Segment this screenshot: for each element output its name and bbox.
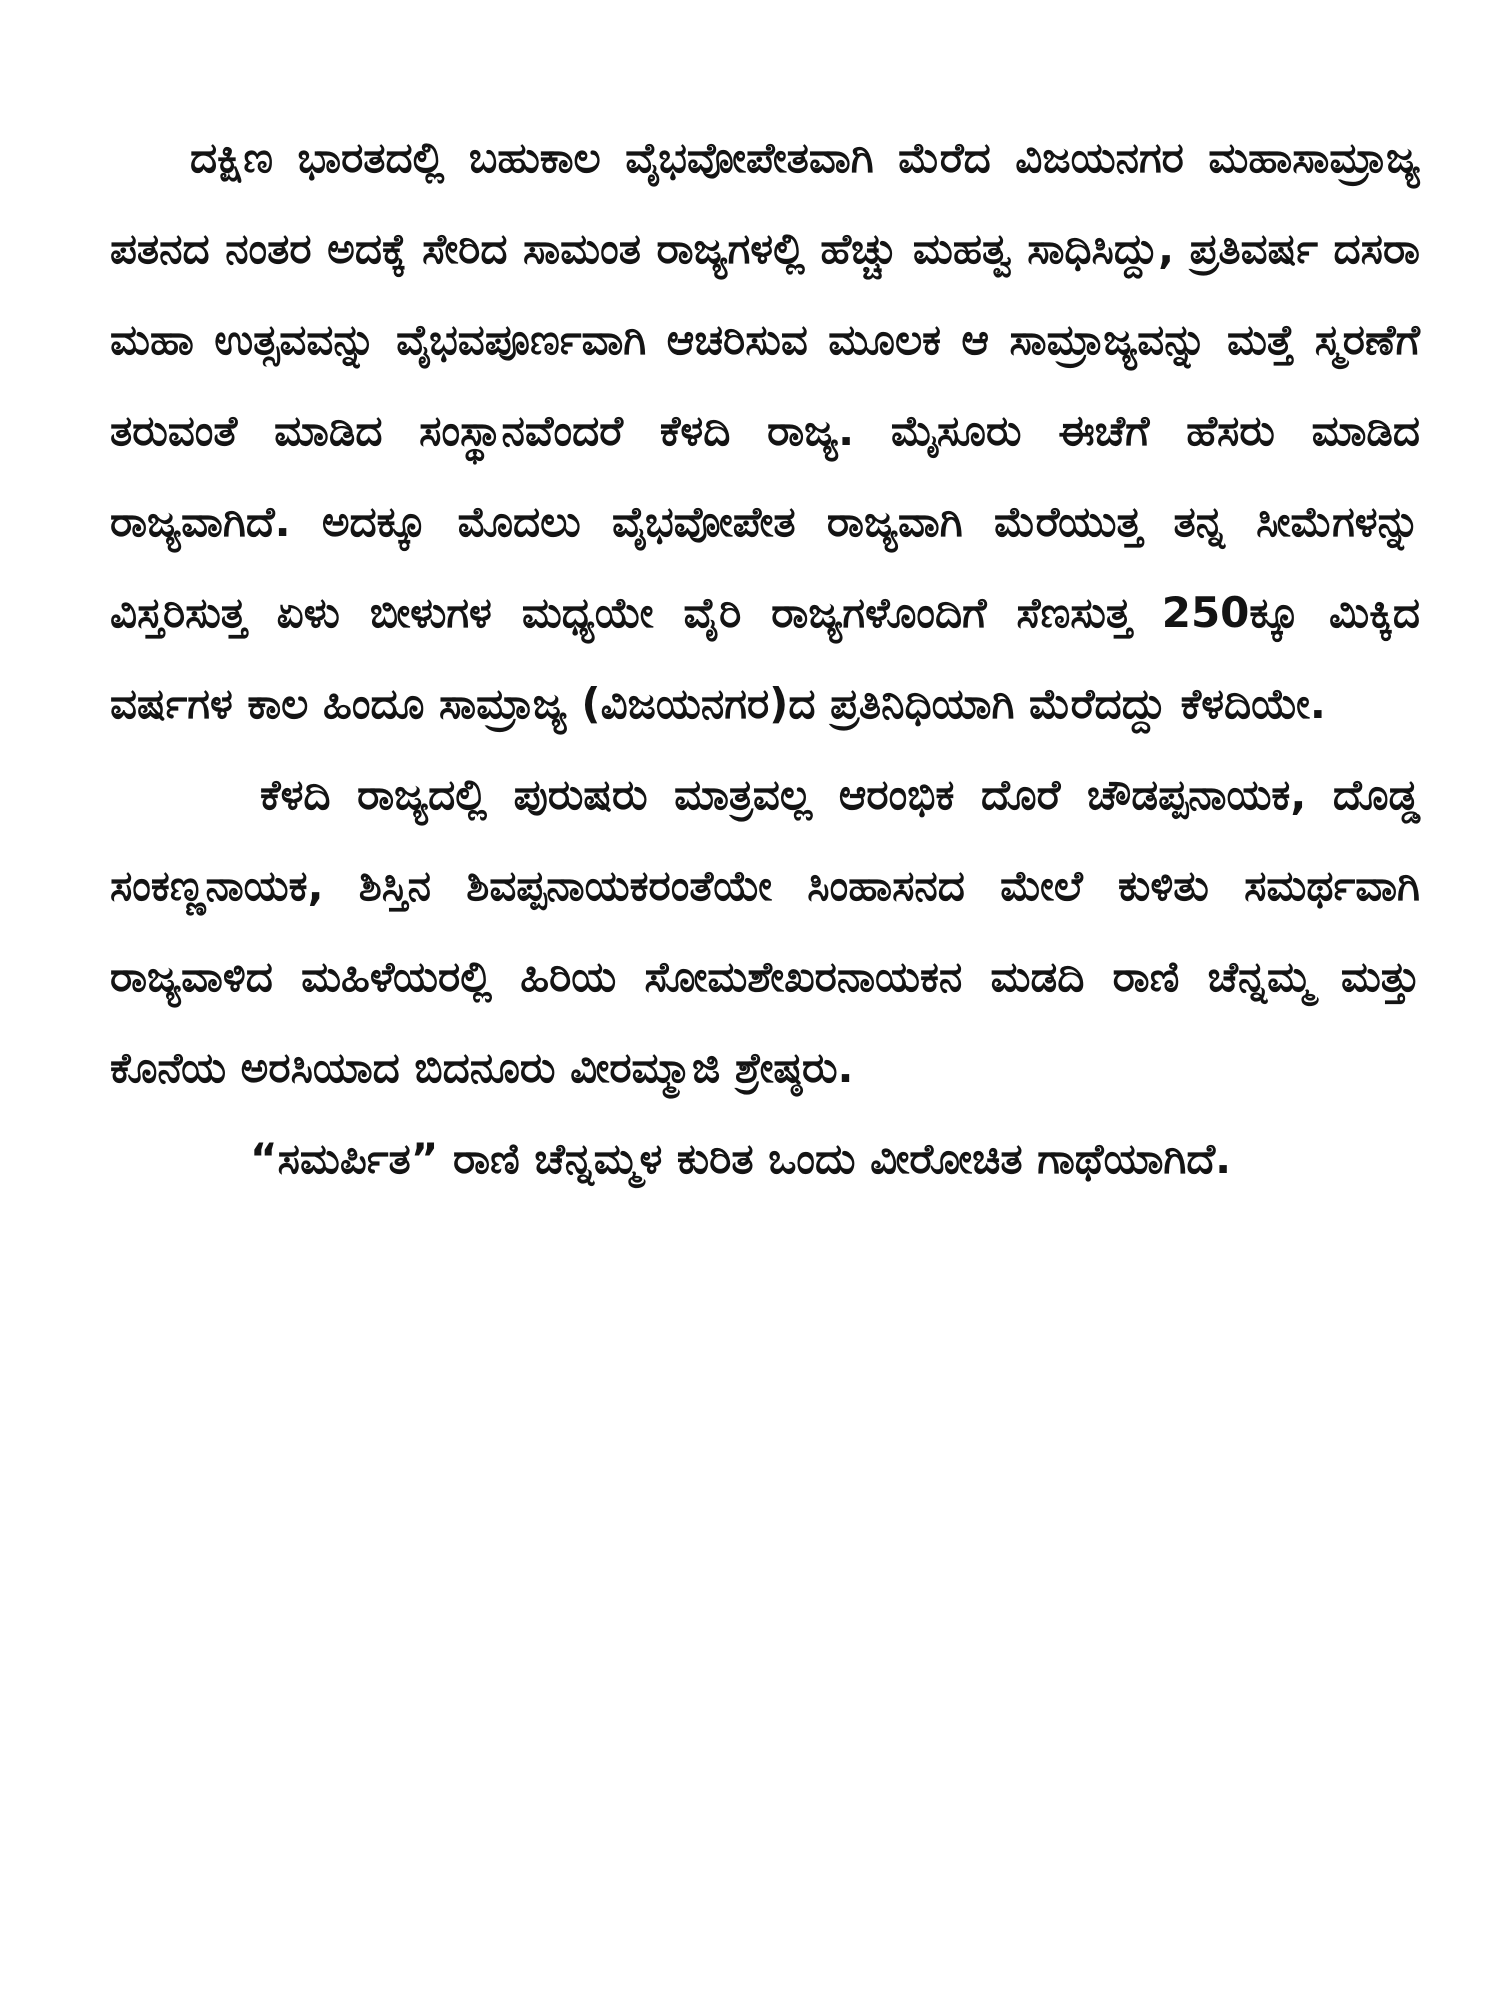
body-text <box>110 112 1420 1204</box>
paragraph-samarpita: “ಸಮರ್ಪಿತ” ರಾಣಿ ಚೆನ್ನಮ್ಮಳ ಕುರಿತ ಒಂದು ವೀರೋಚಿತ ಗಾಥೆಯಾಗಿದೆ. <box>250 1134 1232 1183</box>
paragraph-kingdom-history: ದಕ್ಷಿಣ ಭಾರತದಲ್ಲಿ ಬಹುಕಾಲ ವೈಭವೋಪೇತವಾಗಿ ಮೆರೆದ ವಿಜಯನಗರ ಮಹಾಸಾಮ್ರಾಜ್ಯ ಪತನದ ನಂತರ ಅದಕ್ಕೆ ಸೇರಿದ ಸಾಮಂತ ರಾಜ್ಯಗಳಲ್ಲಿ ಹೆಚ್ಚು ಮಹತ್ವ ಸಾಧಿಸಿದ್ದು, ಪ್ರತಿವರ್ಷ ದಸರಾ ಮಹಾ ಉತ್ಸವವನ್ನು ವೈಭವಪೂರ್ಣವಾಗಿ ಆಚರಿಸುವ ಮೂಲಕ ಆ ಸಾಮ್ರಾಜ್ಯವನ್ನು ಮತ್ತೆ ಸ್ಮರಣೆಗೆ ತರುವಂತೆ ಮಾಡಿದ ಸಂಸ್ಥಾನವೆಂದರೆ ಕೆಳದಿ ರಾಜ್ಯ. ಮೈಸೂರು ಈಚೆಗೆ ಹೆಸರು ಮಾಡಿದ ರಾಜ್ಯವಾಗಿದೆ. ಅದಕ್ಕೂ ಮೊದಲು ವೈಭವೋಪೇತ ರಾಜ್ಯವಾಗಿ ಮೆರೆಯುತ್ತ ತನ್ನ ಸೀಮೆಗಳನ್ನು ವಿಸ್ತರಿಸುತ್ತ ಏಳು ಬೀಳುಗಳ ಮಧ್ಯಯೇ ವೈರಿ ರಾಜ್ಯಗಳೊಂದಿಗೆ ಸೆಣಸುತ್ತ 250ಕ್ಕೂ ಮಿಕ್ಕಿದ ವರ್ಷಗಳ ಕಾಲ ಹಿಂದೂ ಸಾಮ್ರಾಜ್ಯ (ವಿಜಯನಗರ)ದ ಪ್ರತಿನಿಧಿಯಾಗಿ ಮೆರೆದದ್ದು ಕೆಳದಿಯೇ. <box>110 133 1420 728</box>
paragraph-women-rulers: ಕೆಳದಿ ರಾಜ್ಯದಲ್ಲಿ ಪುರುಷರು ಮಾತ್ರವಲ್ಲ ಆರಂಭಿಕ ದೊರೆ ಚೌಡಪ್ಪನಾಯಕ, ದೊಡ್ಡ ಸಂಕಣ್ಣನಾಯಕ, ಶಿಸ್ತಿನ ಶಿವಪ್ಪನಾಯಕರಂತೆಯೇ ಸಿಂಹಾಸನದ ಮೇಲೆ ಕುಳಿತು ಸಮರ್ಥವಾಗಿ ರಾಜ್ಯವಾಳಿದ ಮಹಿಳೆಯರಲ್ಲಿ ಹಿರಿಯ ಸೋಮಶೇಖರನಾಯಕನ ಮಡದಿ ರಾಣಿ ಚೆನ್ನಮ್ಮ ಮತ್ತು ಕೊನೆಯ ಅರಸಿಯಾದ ಬಿದನೂರು ವೀರಮ್ಮಾಜಿ ಶ್ರೇಷ್ಠರು. <box>110 770 1420 1092</box>
